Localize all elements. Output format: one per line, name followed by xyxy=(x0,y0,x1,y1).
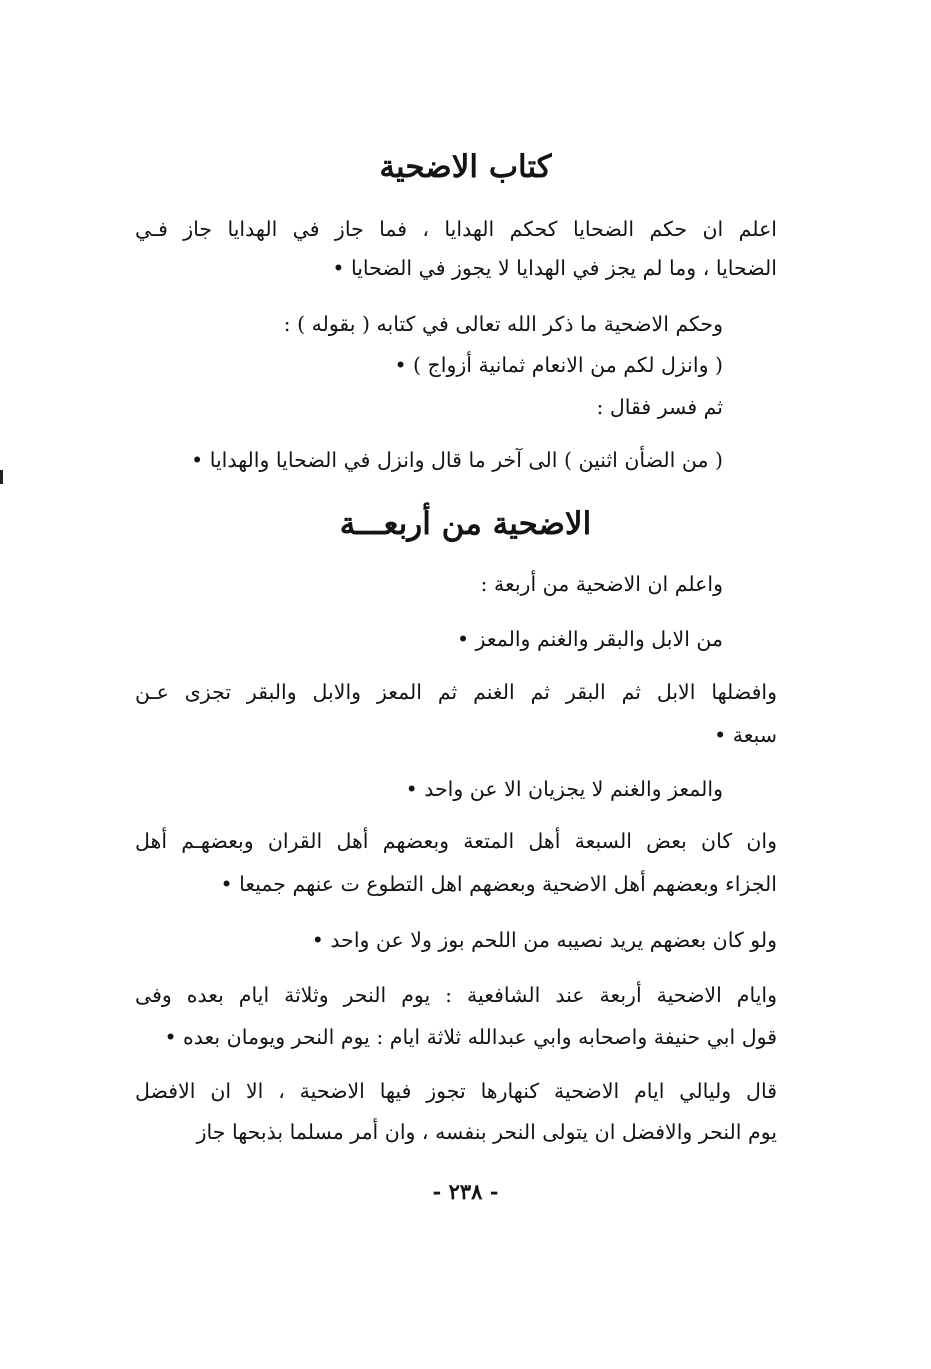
section-heading: الاضحية من أربعـــة xyxy=(339,506,592,542)
text-line: الضحايا ، وما لم يجز في الهدايا لا يجوز في الضحايا • xyxy=(332,256,777,280)
text-line: قال وليالي ايام الاضحية كنهارها تجوز فيها الاضحية ، الا ان الافضل xyxy=(135,1079,777,1103)
text-line: سبعة • xyxy=(714,723,777,747)
text-line: قول ابي حنيفة واصحابه وابي عبدالله ثلاثة ايام : يوم النحر ويومان بعده • xyxy=(164,1025,777,1049)
text-line: والمعز والغنم لا يجزيان الا عن واحد • xyxy=(405,777,723,801)
text-line: الجزاء وبعضهم أهل الاضحية وبعضهم اهل التطوع ت عنهم جميعا • xyxy=(220,872,777,896)
text-line: وحكم الاضحية ما ذكر الله تعالى في كتابه ( بقوله ) : xyxy=(283,312,723,336)
text-line: وان كان بعض السبعة أهل المتعة وبعضهم أهل القران وبعضهـم أهل xyxy=(135,829,777,853)
text-line: من الابل والبقر والغنم والمعز • xyxy=(456,627,723,651)
text-line: ( من الضأن اثنين ) الى آخر ما قال وانزل في الضحايا والهدايا • xyxy=(191,448,723,472)
text-line: وافضلها الابل ثم البقر ثم الغنم ثم المعز والابل والبقر تجزى عـن xyxy=(135,680,777,704)
text-line: اعلم ان حكم الضحايا كحكم الهدايا ، فما جاز في الهدايا جاز فـي xyxy=(135,217,777,241)
chapter-title: كتاب الاضحية xyxy=(379,149,552,185)
text-line: يوم النحر والافضل ان يتولى النحر بنفسه ، وان أمر مسلما بذبحها جاز xyxy=(196,1120,777,1144)
page-number: - ٢٣٨ - xyxy=(432,1179,499,1204)
text-line: ( وانزل لكم من الانعام ثمانية أزواج ) • xyxy=(394,353,723,377)
text-line: ثم فسر فقال : xyxy=(596,395,723,419)
scan-edge-mark xyxy=(0,470,3,484)
text-line: واعلم ان الاضحية من أربعة : xyxy=(480,572,723,596)
text-line: وايام الاضحية أربعة عند الشافعية : يوم النحر وثلاثة ايام بعده وفى xyxy=(135,983,777,1007)
text-line: ولو كان بعضهم يريد نصيبه من اللحم بوز ولا عن واحد • xyxy=(311,928,777,952)
